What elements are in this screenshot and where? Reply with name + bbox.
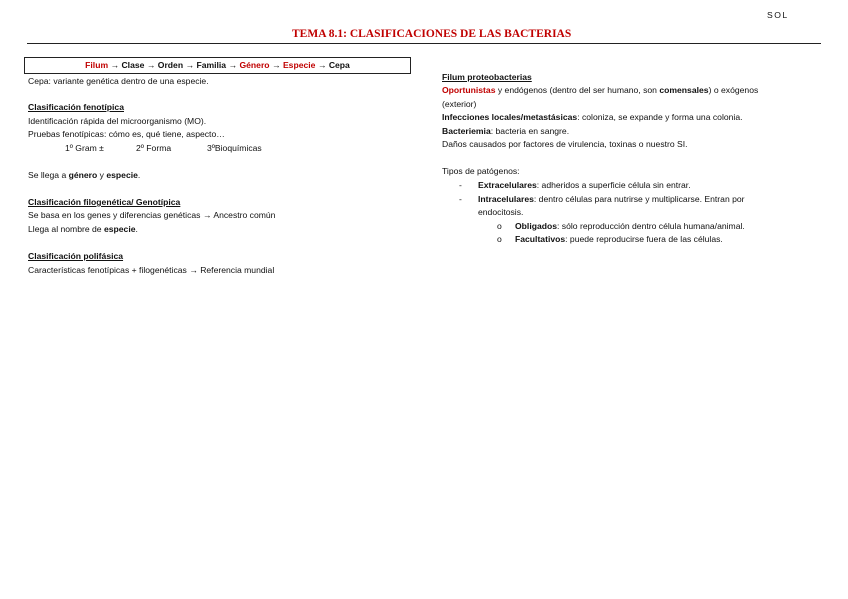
text: : sólo reproducción dentro célula humana/animal.: [557, 221, 745, 231]
text: : coloniza, se expande y forma una colonia.: [577, 112, 743, 122]
facultativos-item: [515, 233, 723, 247]
fenotipica-step-3: 3ºBioquímicas: [207, 143, 262, 153]
infecciones-term: Infecciones locales/metastásicas: [442, 112, 578, 122]
extracelulares-term: Extracelulares: [478, 180, 537, 190]
fenotipica-conclusion: [28, 169, 140, 183]
fenotipica-step-2: 2º Forma: [136, 143, 172, 153]
tax-clase: Clase: [121, 60, 145, 70]
arrow: →: [183, 60, 197, 70]
text: : adheridos a superficie célula sin entrar.: [536, 180, 691, 190]
text: y: [97, 170, 107, 180]
infecciones-line: [442, 111, 743, 125]
tax-genero: Género: [239, 60, 270, 70]
text: Se llega a: [28, 170, 69, 180]
polifasica-line1: Características fenotípicas + filogenéticas → Referencia mundial: [28, 265, 275, 275]
tax-familia: Familia: [196, 60, 227, 70]
taxonomy-box: [24, 57, 411, 74]
danos-line: Daños causados por factores de virulencia, toxinas o nuestro SI.: [442, 139, 688, 149]
comensales-word: comensales: [659, 85, 709, 95]
text: : dentro células para nutrirse y multiplicarse. Entran por: [533, 194, 745, 204]
page-title: TEMA 8.1: CLASIFICACIONES DE LAS BACTERIAS: [292, 28, 572, 40]
extracelulares-item: [478, 179, 691, 193]
arrow: →: [226, 60, 240, 70]
text: y endógenos (dentro del ser humano, son: [495, 85, 660, 95]
arrow: →: [108, 60, 122, 70]
fenotipica-line1: Identificación rápida del microorganismo (MO).: [28, 116, 207, 126]
oportunistas-word: Oportunistas: [442, 85, 496, 95]
intracelulares-line2: endocitosis.: [478, 207, 524, 217]
text: : bacteria en sangre.: [490, 126, 570, 136]
author-label: SOL: [767, 10, 789, 20]
intracelulares-term: Intracelulares: [478, 194, 534, 204]
arrow: →: [269, 60, 283, 70]
cepa-definition: Cepa: variante genética dentro de una especie.: [28, 76, 209, 86]
bacteriemia-term: Bacteriemia: [442, 126, 491, 136]
tax-cepa: Cepa: [328, 60, 350, 70]
circle-bullet-icon: o: [497, 221, 502, 231]
bold-genero: género: [68, 170, 98, 180]
text: : puede reproducirse fuera de las células.: [565, 234, 723, 244]
oportunistas-line2: (exterior): [442, 99, 477, 109]
text: ) o exógenos: [708, 85, 759, 95]
oportunistas-line: [442, 84, 758, 98]
bold-especie: especie: [103, 224, 136, 234]
bacteriemia-line: [442, 125, 569, 139]
tax-especie: Especie: [282, 60, 316, 70]
bold-especie: especie: [106, 170, 138, 180]
obligados-item: [515, 220, 745, 234]
text: Llega al nombre de: [28, 224, 104, 234]
arrow: →: [315, 60, 329, 70]
filogenetica-line2: [28, 223, 138, 237]
tax-orden: Orden: [157, 60, 184, 70]
arrow: →: [144, 60, 158, 70]
fenotipica-line2: Pruebas fenotípicas: cómo es, qué tiene, aspecto…: [28, 129, 225, 139]
polifasica-heading: Clasificación polifásica: [28, 251, 124, 261]
fenotipica-step-1: 1º Gram ±: [65, 143, 104, 153]
circle-bullet-icon: o: [497, 234, 502, 244]
obligados-term: Obligados: [515, 221, 558, 231]
fenotipica-heading: Clasificación fenotípica: [28, 102, 124, 112]
proteobacterias-heading: Filum proteobacterias: [442, 72, 532, 82]
dash-bullet-icon: -: [459, 180, 462, 190]
dash-bullet-icon: -: [459, 194, 462, 204]
text: .: [135, 224, 138, 234]
intracelulares-item: [478, 193, 745, 207]
tipos-heading: Tipos de patógenos:: [442, 166, 520, 176]
text: .: [137, 170, 141, 180]
filogenetica-line1: Se basa en los genes y diferencias genéticas → Ancestro común: [28, 210, 276, 220]
title-divider: [27, 43, 821, 44]
filogenetica-heading: Clasificación filogenética/ Genotípica: [28, 197, 181, 207]
facultativos-term: Facultativos: [515, 234, 566, 244]
tax-filum: Filum: [85, 60, 109, 70]
